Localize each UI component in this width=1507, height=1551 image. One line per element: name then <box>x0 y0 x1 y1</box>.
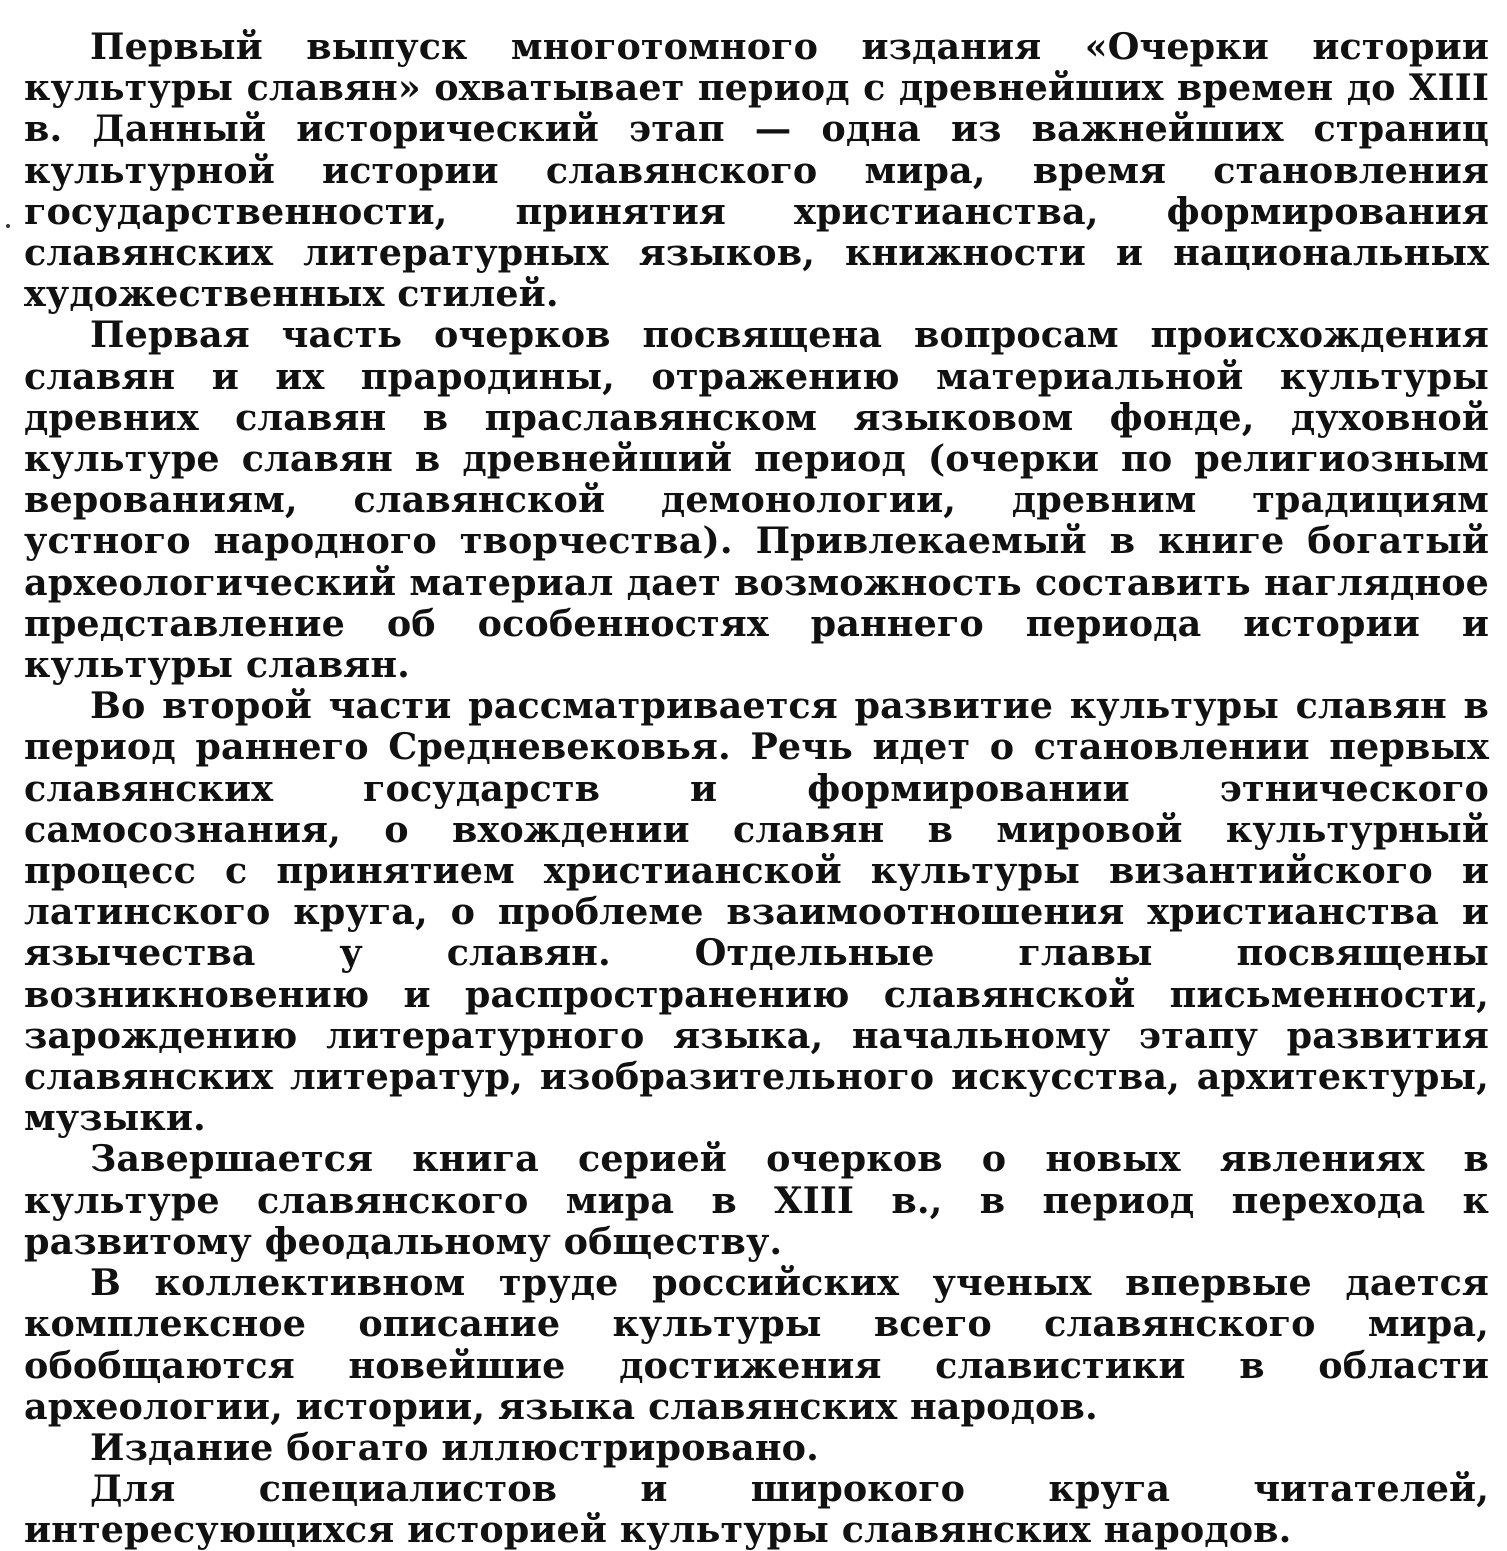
document-body <box>24 26 1489 1551</box>
paragraph-conclusion: Завершается книга серией очерков о новых явлениях в культуре славянского мира в XIII в., в период перехода к развитому феодальному обществу. <box>24 1137 1489 1263</box>
paragraph-audience: Для специалистов и широкого круга читателей, интересующихся историей культуры славянских народов. <box>24 1467 1489 1551</box>
scan-speck <box>6 224 10 228</box>
paragraph-illustrated: Издание богато иллюстрировано. <box>90 1425 819 1469</box>
paragraph-collective-work: В коллективном труде российских ученых впервые дается комплексное описание культуры всего славянского мира, обобщаются новейшие достижения славистики в области археологии, истории, языка славянских народов. <box>24 1261 1489 1428</box>
paragraph-part-two: Во второй части рассматривается развитие культуры славян в период раннего Средневековья. Речь идет о становлении первых славянских государств и формировании этнического самосознания, о вхождении славян в мировой культурный процесс с принятием христианской культуры византийского и латинского круга, о проблеме взаимоотношения христианства и язычества у славян. Отдельные главы посвящены возникновению и распространению славянской письменности, зарождению литературного языка, начальному этапу развития славянских литератур, изобразительного искусства, архитектуры, музыки. <box>24 684 1489 1140</box>
paragraph-part-one: Первая часть очерков посвящена вопросам происхождения славян и их прародины, отражению материальной культуры древних славян в праславянском языковом фонде, духовной культуре славян в древнейший период (очерки по религиозным верованиям, славянской демонологии, древним традициям устного народного творчества). Привлекаемый в книге богатый археологический материал дает возможность составить наглядное представление об особенностях раннего периода истории и культуры славян. <box>24 313 1489 687</box>
paragraph-intro: Первый выпуск многотомного издания «Очерки истории культуры славян» охватывает период с древнейших времен до XIII в. Данный исторический этап — одна из важнейших страниц культурной истории славянского мира, время становления государственности, принятия христианства, формирования славянских литературных языков, книжности и национальных художественных стилей. <box>24 25 1489 316</box>
